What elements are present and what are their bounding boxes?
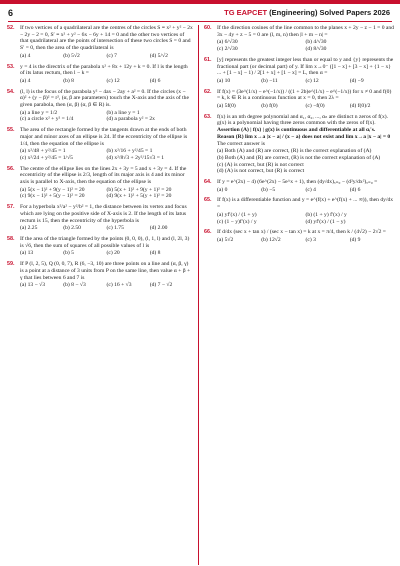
question-text: The area of the rectangle formed by the tangents drawn at the ends of both major and minor axes of an ellipse is 24. If the eccentricity of the ellipse is 1/4, then the equation of the ellipse is [20, 127, 188, 147]
question-number: 55. [7, 127, 15, 134]
header-color-bar [0, 0, 400, 4]
answer-option: (a) 2.25 [20, 225, 38, 232]
answer-option: (a) 0 [217, 186, 228, 193]
answer-options [217, 103, 394, 110]
question-item [204, 114, 394, 175]
question-text: y = 4 is the directrix of the parabola x² + 8x + 12y + k = 0. If l is the length of its latus rectum, then l − k = [20, 63, 188, 77]
answer-option: (c) 3 [305, 236, 316, 243]
answer-options [217, 237, 394, 244]
answer-option: (d) a parabola y² = 2x [106, 116, 155, 123]
right-column [204, 25, 394, 248]
answer-option: (d) 6 [349, 186, 361, 193]
question-item [204, 25, 394, 53]
answer-option: (a) 10 [217, 77, 231, 84]
answer-option: (b) Both (A) and (R) are correct, (R) is not the correct explanation of (A) [217, 154, 381, 161]
answer-options [217, 212, 394, 225]
answer-option: (b) 4/√30 [305, 39, 327, 46]
question-item [7, 89, 193, 124]
answer-option: (d) yf′(x) / (1 − y) [305, 218, 346, 225]
answer-option: (d) 5/√2 [149, 52, 168, 59]
answer-option: (c) 12 [106, 77, 120, 84]
answer-option: (b) 5 [63, 250, 74, 257]
answer-option: (a) 13 [20, 250, 34, 257]
answer-options [20, 225, 193, 232]
answer-option: (c) 20 [106, 250, 120, 257]
question-item [204, 197, 394, 225]
column-divider [198, 25, 199, 565]
answer-option: (d) 2.00 [149, 225, 168, 232]
question-text: The centre of the ellipse lies on the lines 2x + 3y = 5 and x + 3y = 4. If the eccentricity of the ellipse is 2/3, length of its major axis is 4 and its minor axis is parallel to X-axis, then the equation of the ellipse is [20, 165, 187, 186]
question-item [204, 179, 394, 193]
question-text: If f(x) is a differentiable function and y = e^(f(x) + e^(f(x) + ... ∞)), then dy/dx = [217, 197, 394, 211]
answer-options [217, 187, 394, 194]
question-item [7, 236, 193, 257]
answer-option: (d) 9 [349, 236, 361, 243]
answer-option: (c) x²/24 + y²/45 = 1/√5 [20, 154, 73, 161]
question-number: 54. [7, 88, 15, 95]
question-item [7, 166, 193, 201]
answer-options [20, 282, 193, 289]
answer-options [217, 39, 394, 52]
answer-options [20, 187, 193, 200]
question-number: 52. [7, 25, 15, 31]
answer-options [20, 110, 193, 123]
question-text: If the area of the triangle formed by the points (0, 0, 0), (l, 1, l) and (l, 2l, 3) is √6, then the sum of squares of all possible values of l is [20, 235, 190, 249]
answer-option: (c) 9(x − 1)² + 5(y − 1)² = 20 [20, 193, 85, 200]
question-number: 58. [7, 235, 15, 242]
answer-option: (a) 5f(0) [217, 103, 236, 110]
question-item [204, 89, 394, 110]
question-text: f(x) is an nth degree polynomial and α₁, α₂, ..., αₙ are distinct n zeros of f(x). g(x) is a polynomial having three zeros common with the zeros of f(x). [217, 113, 389, 127]
question-number: 63. [204, 113, 212, 120]
question-text: If f(x) = (3e^(1/x) − e^(−1/x)) / ((1 + 2b)e^(1/x) − e^(−1/x)) for x ≠ 0 and f(0) = k, k ∈ R is a continuous function at x = 0, then 2λ = [217, 88, 392, 102]
question-text: If d/dx (sec x + tan x) / (sec x − tan x) = k at x = π/4, then k / (4√2) − 2√2 = [217, 229, 386, 236]
question-item [7, 64, 193, 85]
header-title: (Engineering) Solved Papers 2026 [267, 8, 390, 17]
answer-option: (d) (A) is not correct, but (R) is correct [217, 168, 305, 175]
question-number: 59. [7, 261, 15, 268]
answer-option: (c) 1.75 [106, 225, 124, 232]
answer-option: (a) 4 [20, 52, 31, 59]
answer-options [20, 53, 193, 60]
question-number: 62. [204, 88, 212, 95]
answer-option: (d) f(0)/2 [349, 103, 371, 110]
answer-option: (a) 13 − √3 [20, 282, 46, 289]
answer-options [20, 78, 193, 85]
answer-option: (b) 8 − √3 [63, 282, 86, 289]
answer-options [20, 148, 193, 161]
answer-options [217, 148, 394, 175]
question-item [204, 57, 394, 85]
question-text: If y = e^(2x) − 4) (6e^(2x) − 5e^x + 1), then (dy/dx)ₓ₌₀ − (d²y/dx²)ₓ₌₀ = [217, 179, 378, 186]
header-brand: TG EAPCET [224, 8, 268, 17]
question-number: 61. [204, 56, 212, 63]
question-text: (l, l) is the focus of the parabola y² − 4ax − 2ay + a² = 0. If the circles (x − α)² + (y − β)² = r², (α, β are parameters) touch the X-axis and the axis of the given parabola, then (α, β) (α, β ∈ R) is. [20, 88, 189, 109]
question-item [204, 229, 394, 243]
question-item [7, 127, 193, 162]
header-rule [8, 21, 392, 22]
answer-option: (d) 8 [149, 250, 161, 257]
answer-options [20, 250, 193, 257]
question-subtext: The correct answer is [217, 140, 265, 147]
answer-option: (c) (1 − y)f′(x) / y [217, 218, 257, 225]
question-item [7, 204, 193, 232]
answer-option: (b) 8 [63, 77, 74, 84]
answer-option: (a) 5√2 [217, 236, 234, 243]
question-number: 60. [204, 25, 212, 31]
answer-option: (d) 6 [149, 77, 161, 84]
question-number: 64. [204, 179, 212, 186]
answer-option: (a) 6/√30 [217, 39, 238, 46]
question-text: If P (l, 2, 5), Q (0, 0, 7), R (6, −3, 10) are three points on a line and (α, β, γ) is a point at a distance of 3 units from P on the same line, then value α + β + γ that lies between 6 and 7 is [20, 261, 191, 281]
answer-option: (b) 5√2 [63, 52, 80, 59]
answer-option: (a) yf′(x) / (1 + y) [217, 211, 257, 218]
question-text: [y] represents the greatest integer less than or equal to y and {y} represents the fractional part (or decimal part) of y. If lim x→0⁻ ([1 − x] + [3 − x] + {1 − x} ... + [1 − x] − 1) / 2[1 + x] + [1 − x] = L, then α = [217, 56, 394, 77]
answer-option: (d) x²/8√3 + 2y²/15√3 = 1 [106, 154, 165, 161]
left-column [7, 25, 193, 293]
answer-option: (c) 7 [106, 52, 117, 59]
question-item [7, 261, 193, 289]
answer-option: (c) 2/√30 [217, 46, 238, 53]
answer-option: (c) 4 [305, 186, 316, 193]
answer-option: (b) 12√2 [261, 236, 281, 243]
answer-option: (c) 16 + √3 [106, 282, 132, 289]
answer-option: (a) Both (A) and (R) are correct, (R) is the correct explanation of (A) [217, 148, 372, 155]
question-subtext: Reason (R) lim x→a |x − a| / (x − a) does not exist and lim x→a |x − a| = 0 [217, 133, 391, 140]
answer-option: (b) (1 + y) f′(x) / y [305, 211, 347, 218]
question-number: 53. [7, 63, 15, 70]
answer-option: (b) f(0) [261, 103, 278, 110]
question-text: If two vertices of a quadrilateral are the centres of the circles S ≡ x² + y² − 2x − 2y − 2 = 0, S′ ≡ x² + y² − 6x − 6y + 14 = 0 and the other two vertices of that quadrilateral are the points of intersection of these two circles S = 0 and S′ = 0, then the area of the quadrilateral is [20, 25, 193, 52]
answer-option: (d) 8/√30 [305, 46, 327, 53]
question-text: For a hyperbola x²/a² − y²/b² = 1, the distance between its vertex and focus which are lying on the positive side of X-axis is 2. If the length of its latus rectum is 15, then the eccentricity of the hyperbola is [20, 204, 187, 224]
answer-option: (d) −9 [349, 77, 364, 84]
answer-option: (c) 12 [305, 77, 319, 84]
answer-option: (d) 9(x + 1)² + 5(y + 1)² = 20 [106, 193, 172, 200]
answer-option: (a) 4 [20, 77, 31, 84]
answer-option: (a) a line y = 1/2 [20, 109, 58, 116]
answer-option: (b) x²/16 + y²/45 = 1 [106, 148, 153, 155]
answer-option: (b) −5 [261, 186, 276, 193]
question-number: 66. [204, 229, 212, 236]
answer-option: (c) −f(0) [305, 103, 325, 110]
question-number: 57. [7, 204, 15, 211]
answer-option: (a) 5(x − 1)² + 9(y − 1)² = 20 [20, 186, 85, 193]
answer-option: (a) x²/48 + y²/45 = 1 [20, 148, 66, 155]
question-subtext: Assertion (A) | f(x) | g(x) is continuous and differentiable at all αᵢ's. [217, 127, 376, 134]
question-number: 56. [7, 165, 15, 172]
answer-option: (b) a line y = 1 [106, 109, 140, 116]
answer-option: (b) 5(x + 1)² + 9(y + 1)² = 20 [106, 186, 172, 193]
running-header [224, 8, 390, 17]
answer-option: (b) 2.50 [63, 225, 81, 232]
answer-option: (c) (A) is correct, but (R) is not correct [217, 161, 304, 168]
answer-option: (d) 7 − √2 [149, 282, 173, 289]
answer-option: (b) −11 [261, 77, 278, 84]
answer-option: (c) a circle x² + y² = 1/4 [20, 116, 74, 123]
question-item [7, 25, 193, 60]
question-text: If the direction cosines of the line common to the planes x + 2y − z − 1 = 0 and 3x − 4y + z − 5 = 0 are (l, m, n) then |l + m − n| = [217, 25, 394, 38]
question-number: 65. [204, 197, 212, 204]
page-number: 6 [8, 8, 14, 18]
answer-options [217, 78, 394, 85]
